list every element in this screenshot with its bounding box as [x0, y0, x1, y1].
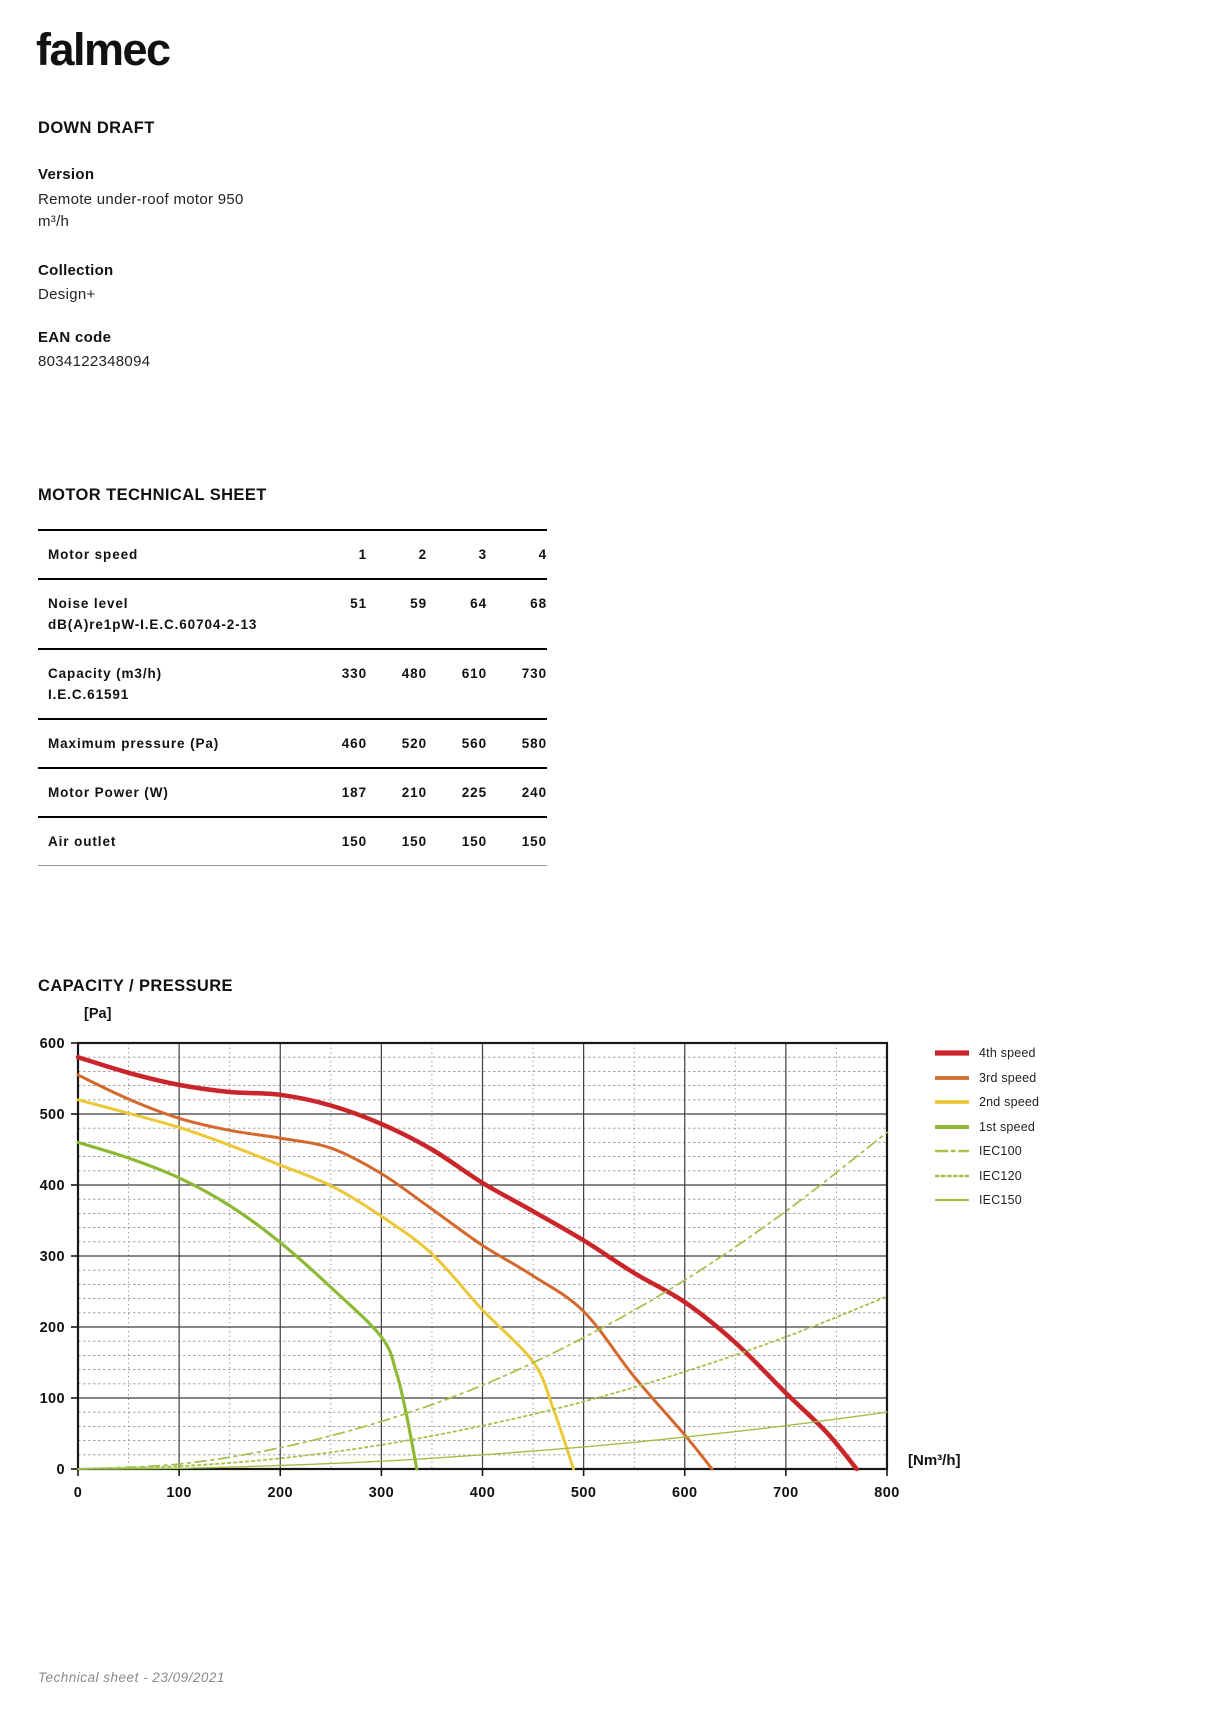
cell-value: 64 [470, 596, 487, 611]
table-header-row [38, 529, 547, 578]
y-tick-label: 300 [39, 1249, 65, 1265]
row-label: Maximum pressure (Pa) [48, 736, 220, 751]
legend-swatch [935, 1073, 969, 1083]
version-label: Version [38, 166, 95, 183]
collection-value: Design+ [38, 286, 96, 303]
x-tick-label: 200 [267, 1485, 293, 1501]
table-row-motor-power [38, 767, 547, 816]
ean-value: 8034122348094 [38, 353, 151, 370]
cell-value: 210 [401, 785, 427, 800]
row-label: Capacity (m3/h) I.E.C.61591 [48, 666, 163, 702]
legend-label: IEC120 [979, 1168, 1022, 1183]
collection-label: Collection [38, 262, 114, 279]
cell-value: 560 [461, 736, 487, 751]
x-tick-label: 700 [773, 1485, 799, 1501]
cell-value: 150 [401, 834, 427, 849]
cell-value: 150 [521, 834, 547, 849]
x-tick-label: 500 [570, 1485, 597, 1501]
legend-swatch [935, 1146, 969, 1156]
cell-value: 59 [410, 596, 427, 611]
y-tick-label: 400 [39, 1178, 65, 1194]
cell-value: 150 [461, 834, 487, 849]
x-tick-label: 600 [672, 1485, 698, 1501]
cell-value: 51 [350, 596, 367, 611]
legend-item-iec100 [935, 1139, 1039, 1164]
table-row-noise-level [38, 578, 547, 648]
legend-item-4th-speed [935, 1041, 1039, 1066]
column-header-label: Motor speed [48, 547, 139, 562]
motor-technical-table [38, 529, 547, 866]
y-axis-unit-label: [Pa] [84, 1006, 112, 1022]
legend-swatch [935, 1195, 969, 1205]
legend-label: 3rd speed [979, 1070, 1037, 1085]
legend-swatch [935, 1097, 969, 1107]
legend-swatch [935, 1171, 969, 1181]
series-3rd-speed [78, 1075, 712, 1469]
motor-table-title: MOTOR TECHNICAL SHEET [38, 486, 267, 504]
column-header-speed-2: 2 [418, 547, 427, 562]
y-tick-label: 100 [39, 1391, 65, 1407]
page-title: DOWN DRAFT [38, 119, 155, 137]
chart-title: CAPACITY / PRESSURE [38, 977, 233, 995]
x-tick-label: 800 [874, 1485, 900, 1501]
column-header-speed-3: 3 [478, 547, 487, 562]
series-1st-speed [78, 1142, 417, 1469]
chart-legend [935, 1041, 1039, 1213]
legend-item-2nd-speed [935, 1090, 1039, 1115]
cell-value: 520 [401, 736, 427, 751]
falmec-logo: falmec [36, 24, 170, 75]
column-header-speed-1: 1 [358, 547, 367, 562]
x-tick-label: 100 [166, 1485, 192, 1501]
row-label: Noise level dB(A)re1pW-I.E.C.60704-2-13 [48, 596, 258, 632]
series-4th-speed [78, 1057, 857, 1469]
legend-label: 1st speed [979, 1119, 1036, 1134]
cell-value: 480 [401, 666, 427, 681]
legend-item-1st-speed [935, 1115, 1039, 1140]
row-label: Air outlet [48, 834, 117, 849]
footer-text: Technical sheet - 23/09/2021 [38, 1670, 225, 1685]
y-tick-label: 0 [56, 1462, 65, 1478]
cell-value: 150 [341, 834, 367, 849]
legend-label: 2nd speed [979, 1095, 1040, 1110]
x-tick-label: 300 [368, 1485, 395, 1501]
table-row-air-outlet [38, 816, 547, 866]
cell-value: 330 [341, 666, 367, 681]
cell-value: 68 [530, 596, 547, 611]
legend-swatch [935, 1122, 969, 1132]
cell-value: 580 [521, 736, 547, 751]
legend-item-iec150 [935, 1188, 1039, 1213]
legend-label: IEC100 [979, 1144, 1022, 1159]
column-header-speed-4: 4 [538, 547, 547, 562]
legend-swatch [935, 1048, 969, 1058]
ean-label: EAN code [38, 329, 112, 346]
version-value-line2: m³/h [38, 213, 70, 230]
table-row-max-pressure [38, 718, 547, 767]
legend-label: 4th speed [979, 1046, 1036, 1061]
y-tick-label: 600 [39, 1036, 65, 1052]
cell-value: 225 [461, 785, 487, 800]
version-value-line1: Remote under-roof motor 950 [38, 191, 244, 208]
y-tick-label: 200 [39, 1320, 65, 1336]
cell-value: 460 [341, 736, 367, 751]
y-tick-label: 500 [39, 1107, 65, 1123]
x-tick-label: 400 [469, 1485, 496, 1501]
x-tick-label: 0 [73, 1485, 83, 1501]
cell-value: 730 [521, 666, 547, 681]
legend-label: IEC150 [979, 1193, 1022, 1208]
capacity-pressure-chart [0, 912, 930, 1512]
cell-value: 187 [341, 785, 367, 800]
row-label: Motor Power (W) [48, 785, 169, 800]
cell-value: 610 [461, 666, 487, 681]
legend-item-iec120 [935, 1164, 1039, 1189]
x-axis-unit-label: [Nm³/h] [908, 1452, 961, 1469]
table-row-capacity [38, 648, 547, 718]
legend-item-3rd-speed [935, 1066, 1039, 1091]
cell-value: 240 [521, 785, 547, 800]
